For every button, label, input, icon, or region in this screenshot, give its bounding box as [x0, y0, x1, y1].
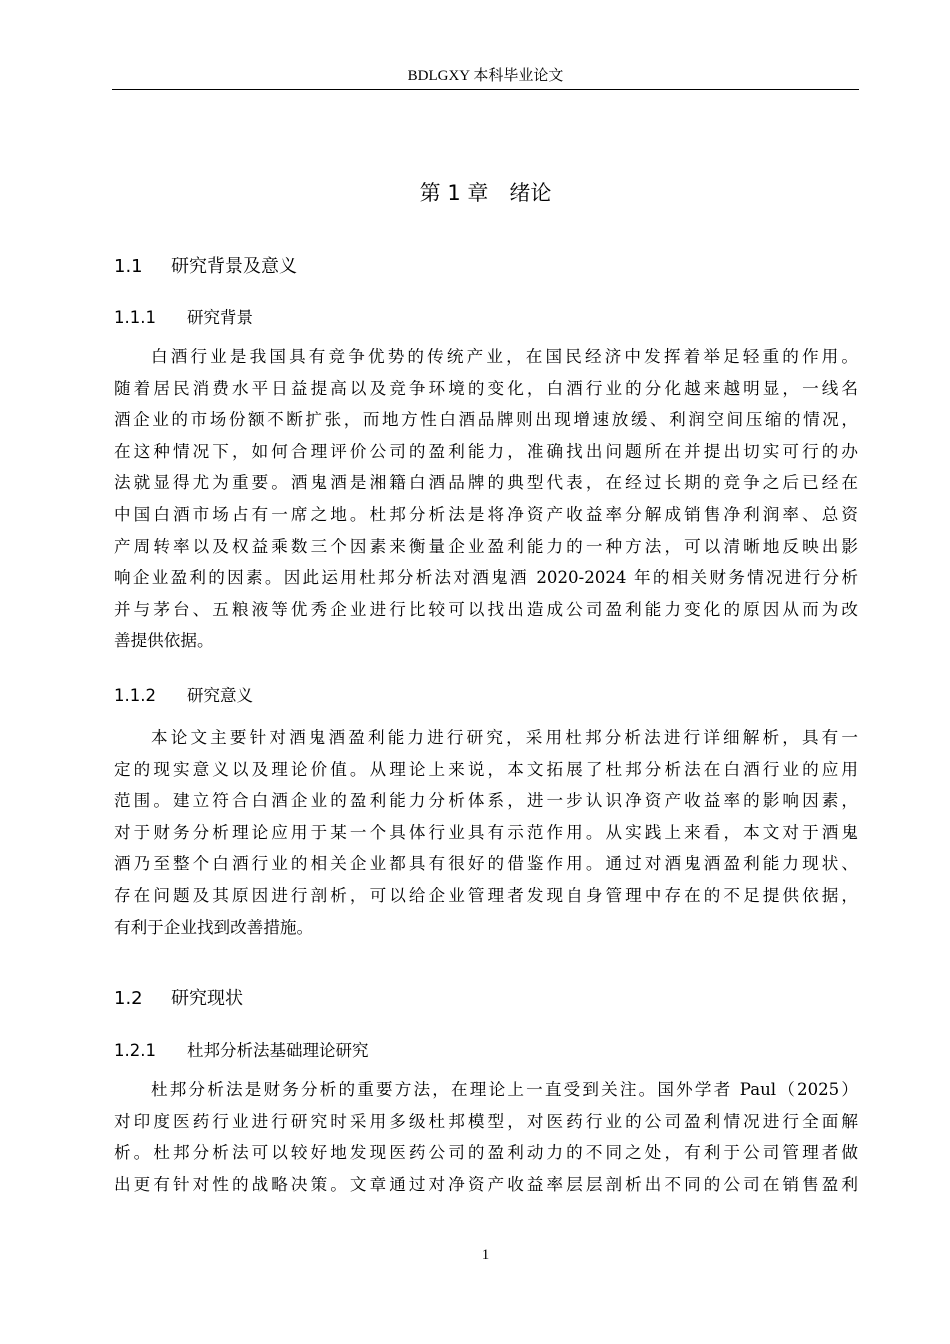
paragraph-line: 并与茅台、五粮液等优秀企业进行比较可以找出造成公司盈利能力变化的原因从而为改 [114, 599, 858, 619]
subsection-number: 1.1.1 [114, 308, 156, 327]
paragraph-dupont-theory [114, 1074, 858, 1200]
paragraph-line: 响企业盈利的因素。因此运用杜邦分析法对酒鬼酒 2020-2024 年的相关财务情况进行分析 [114, 568, 858, 588]
subsection-title: 研究背景 [187, 308, 253, 327]
chapter-title: 第 1 章 绪论 [419, 181, 552, 205]
paragraph-line: 在这种情况下，如何合理评价公司的盈利能力，准确找出问题所在并提出切实可行的办 [114, 441, 858, 461]
subsection-title: 杜邦分析法基础理论研究 [187, 1041, 369, 1060]
paragraph-line: 产周转率以及权益乘数三个因素来衡量企业盈利能力的一种方法，可以清晰地反映出影 [114, 536, 858, 556]
section-number: 1.2 [114, 988, 143, 1009]
section-title: 研究背景及意义 [171, 256, 297, 277]
paragraph-line: 对于财务分析理论应用于某一个具体行业具有示范作用。从实践上来看，本文对于酒鬼 [114, 822, 858, 842]
paragraph-line: 中国白酒市场占有一席之地。杜邦分析法是将净资产收益率分解成销售净利润率、总资 [114, 504, 858, 524]
paragraph-line: 法就显得尤为重要。酒鬼酒是湘籍白酒品牌的典型代表，在经过长期的竞争之后已经在 [114, 473, 858, 493]
paragraph-line: 酒企业的市场份额不断扩张，而地方性白酒品牌则出现增速放缓、利润空间压缩的情况， [114, 410, 858, 430]
header-rule [112, 89, 859, 90]
paragraph-line: 对印度医药行业进行研究时采用多级杜邦模型，对医药行业的公司盈利情况进行全面解 [114, 1111, 858, 1131]
paragraph-research-significance [114, 722, 858, 943]
paragraph-line: 定的现实意义以及理论价值。从理论上来说，本文拓展了杜邦分析法在白酒行业的应用 [114, 759, 858, 779]
paragraph-line: 酒乃至整个白酒行业的相关企业都具有很好的借鉴作用。通过对酒鬼酒盈利能力现状、 [114, 854, 858, 874]
running-header: BDLGXY 本科毕业论文 [407, 68, 564, 84]
paragraph-line: 随着居民消费水平日益提高以及竞争环境的变化，白酒行业的分化越来越明显，一线名 [114, 378, 858, 398]
paragraph-line: 析。杜邦分析法可以较好地发现医药公司的盈利动力的不同之处，有利于公司管理者做 [114, 1143, 858, 1163]
section-heading-1-2 [114, 986, 243, 1012]
paragraph-line: 杜邦分析法是财务分析的重要方法，在理论上一直受到关注。国外学者 Paul（2025） [151, 1080, 858, 1099]
subsection-title: 研究意义 [187, 686, 253, 705]
subsection-heading-1-1-1 [114, 306, 253, 330]
paragraph-line: 本论文主要针对酒鬼酒盈利能力进行研究，采用杜邦分析法进行详细解析，具有一 [151, 728, 858, 747]
paragraph-line: 有利于企业找到改善措施。 [114, 917, 314, 937]
paragraph-line: 范围。建立符合白酒企业的盈利能力分析体系，进一步认识净资产收益率的影响因素， [114, 791, 858, 811]
subsection-number: 1.2.1 [114, 1041, 156, 1060]
paragraph-line: 出更有针对性的战略决策。文章通过对净资产收益率层层剖析出不同的公司在销售盈利 [114, 1174, 858, 1194]
subsection-number: 1.1.2 [114, 686, 156, 705]
paragraph-line: 善提供依据。 [114, 631, 214, 651]
paragraph-line: 白酒行业是我国具有竞争优势的传统产业，在国民经济中发挥着举足轻重的作用。 [151, 347, 858, 366]
section-title: 研究现状 [171, 988, 243, 1009]
paragraph-line: 存在问题及其原因进行剖析，可以给企业管理者发现自身管理中存在的不足提供依据， [114, 885, 858, 905]
subsection-heading-1-2-1 [114, 1039, 369, 1063]
page-number: 1 [481, 1247, 490, 1263]
section-number: 1.1 [114, 256, 143, 277]
section-heading-1-1 [114, 254, 297, 280]
paragraph-research-background [114, 341, 858, 657]
subsection-heading-1-1-2 [114, 684, 253, 708]
